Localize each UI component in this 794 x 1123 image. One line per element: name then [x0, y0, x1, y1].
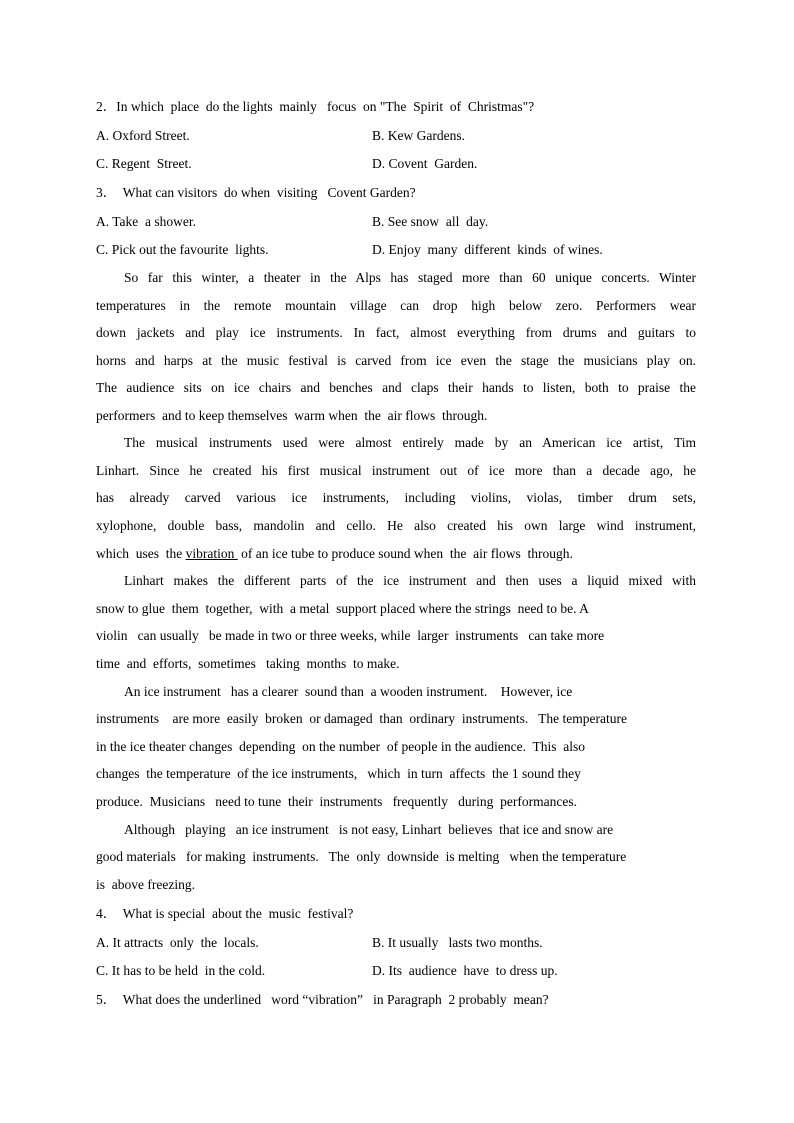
- passage-p1-line-3: down jackets and play ice instruments. In fact, almost everything from drums and guitars to: [96, 325, 696, 340]
- passage-p3-line-4: time and efforts, sometimes taking months to make.: [96, 656, 400, 671]
- question-5-stem: 5． What does the underlined word “vibration” in Paragraph 2 probably mean?: [96, 992, 549, 1007]
- question-4-option-c: C. It has to be held in the cold.: [96, 963, 266, 978]
- question-2-stem: 2．In which place do the lights mainly focus on "The Spirit of Christmas"?: [96, 99, 535, 114]
- passage-p4-line-1: An ice instrument has a clearer sound than a wooden instrument. However, ice: [124, 684, 573, 699]
- passage-p2-line-3: has already carved various ice instruments, including violins, violas, timber drum sets,: [96, 490, 696, 505]
- question-3-option-a: A. Take a shower.: [96, 214, 197, 229]
- passage-p1-line-4: horns and harps at the music festival is carved from ice even the stage the musicians play on.: [96, 353, 696, 368]
- underlined-word-vibration: vibration: [185, 546, 238, 561]
- passage-p5-line-3: is above freezing.: [96, 877, 195, 892]
- passage-p1-line-6: performers and to keep themselves warm when the air flows through.: [96, 408, 488, 423]
- passage-p2-line-5: [96, 545, 696, 563]
- passage-p4-line-4: changes the temperature of the ice instruments, which in turn affects the 1 sound they: [96, 766, 581, 781]
- passage-p5-line-2: good materials for making instruments. The only downside is melting when the temperature: [96, 849, 627, 864]
- question-4-option-a: A. It attracts only the locals.: [96, 935, 259, 950]
- passage-p2-line-4: xylophone, double bass, mandolin and cello. He also created his own large wind instrument,: [96, 518, 696, 533]
- passage-p2-line-5-post: of an ice tube to produce sound when the air flows through.: [237, 546, 573, 561]
- question-3-option-b: B. See snow all day.: [372, 214, 489, 229]
- question-3-stem: 3． What can visitors do when visiting Covent Garden?: [96, 185, 416, 200]
- question-4-option-b: B. It usually lasts two months.: [372, 935, 543, 950]
- passage-p1-line-2: temperatures in the remote mountain village can drop high below zero. Performers wear: [96, 298, 696, 313]
- question-2-option-a: A. Oxford Street.: [96, 128, 190, 143]
- question-3-option-c: C. Pick out the favourite lights.: [96, 242, 269, 257]
- passage-p2-line-5-pre: which uses the: [96, 546, 186, 561]
- passage-p3-line-3: violin can usually be made in two or three weeks, while larger instruments can take more: [96, 628, 605, 643]
- passage-p5-line-1: Although playing an ice instrument is not easy, Linhart believes that ice and snow are: [124, 822, 614, 837]
- passage-p4-line-3: in the ice theater changes depending on the number of people in the audience. This also: [96, 739, 585, 754]
- passage-p4-line-2: instruments are more easily broken or damaged than ordinary instruments. The temperature: [96, 711, 627, 726]
- passage-p1-line-5: The audience sits on ice chairs and benches and claps their hands to listen, both to praise the: [96, 380, 696, 395]
- question-4-stem: 4． What is special about the music festival?: [96, 906, 354, 921]
- passage-p3-line-1: Linhart makes the different parts of the ice instrument and then uses a liquid mixed with: [124, 573, 696, 588]
- question-2-option-d: D. Covent Garden.: [372, 156, 478, 171]
- passage-p3-line-2: snow to glue them together, with a metal support placed where the strings need to be. A: [96, 601, 589, 616]
- passage-p1-line-1: So far this winter, a theater in the Alps has staged more than 60 unique concerts. Winter: [124, 270, 696, 285]
- passage-p2-line-2: Linhart. Since he created his first musical instrument out of ice more than a decade ago, he: [96, 463, 696, 478]
- passage-p4-line-5: produce. Musicians need to tune their instruments frequently during performances.: [96, 794, 577, 809]
- question-2-option-b: B. Kew Gardens.: [372, 128, 465, 143]
- question-2-option-c: C. Regent Street.: [96, 156, 192, 171]
- question-3-option-d: D. Enjoy many different kinds of wines.: [372, 242, 603, 257]
- question-4-option-d: D. Its audience have to dress up.: [372, 963, 558, 978]
- passage-p2-line-1: The musical instruments used were almost entirely made by an American ice artist, Tim: [124, 435, 696, 450]
